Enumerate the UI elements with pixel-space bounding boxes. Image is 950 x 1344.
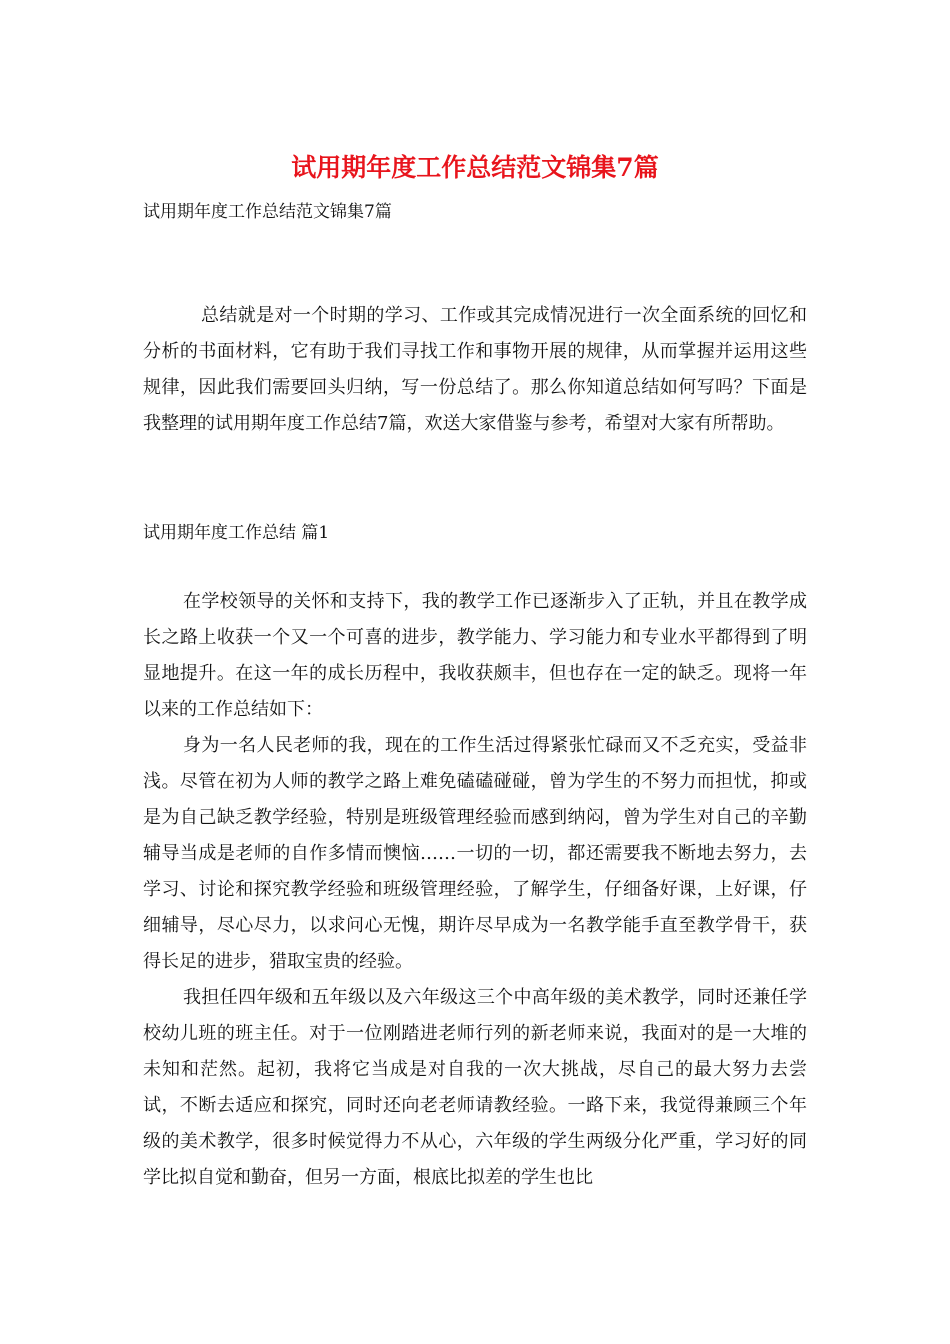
section-heading: 试用期年度工作总结 篇1 — [143, 523, 330, 543]
document-title: 试用期年度工作总结范文锦集7篇 — [291, 153, 659, 182]
document-subtitle: 试用期年度工作总结范文锦集7篇 — [143, 202, 392, 222]
body-paragraph-1: 在学校领导的关怀和支持下，我的教学工作已逐渐步入了正轨，并且在教学成长之路上收获一个又一个可喜的进步，教学能力、学习能力和专业水平都得到了明显地提升。在这一年的成长历程中，我收获颇丰，但也存在一定的缺乏。现将一年以来的工作总结如下： — [143, 591, 807, 720]
body-paragraph-2: 身为一名人民老师的我，现在的工作生活过得紧张忙碌而又不乏充实，受益非浅。尽管在初为人师的教学之路上难免磕磕碰碰，曾为学生的不努力而担忧，抑或是为自己缺乏教学经验，特别是班级管理经验而感到纳闷，曾为学生对自己的辛勤辅导当成是老师的自作多情而懊恼……一切的一切，都还需要我不断地去努力，去学习、讨论和探究教学经验和班级管理经验，了解学生，仔细备好课，上好课，仔细辅导，尽心尽力，以求问心无愧，期许尽早成为一名教学能手直至教学骨干，获得长足的进步，猎取宝贵的经验。 — [143, 735, 807, 972]
body-paragraph-3: 我担任四年级和五年级以及六年级这三个中高年级的美术教学，同时还兼任学校幼儿班的班主任。对于一位刚踏进老师行列的新老师来说，我面对的是一大堆的未知和茫然。起初，我将它当成是对自我的一次大挑战，尽自己的最大努力去尝试，不断去适应和探究，同时还向老老师请教经验。一路下来，我觉得兼顾三个年级的美术教学，很多时候觉得力不从心，六年级的学生两级分化严重，学习好的同学比拟自觉和勤奋，但另一方面，根底比拟差的学生也比 — [143, 987, 807, 1188]
intro-paragraph: 总结就是对一个时期的学习、工作或其完成情况进行一次全面系统的回忆和分析的书面材料，它有助于我们寻找工作和事物开展的规律，从而掌握并运用这些规律，因此我们需要回头归纳，写一份总结了。那么你知道总结如何写吗？下面是我整理的试用期年度工作总结7篇，欢送大家借鉴与参考，希望对大家有所帮助。 — [143, 305, 807, 434]
